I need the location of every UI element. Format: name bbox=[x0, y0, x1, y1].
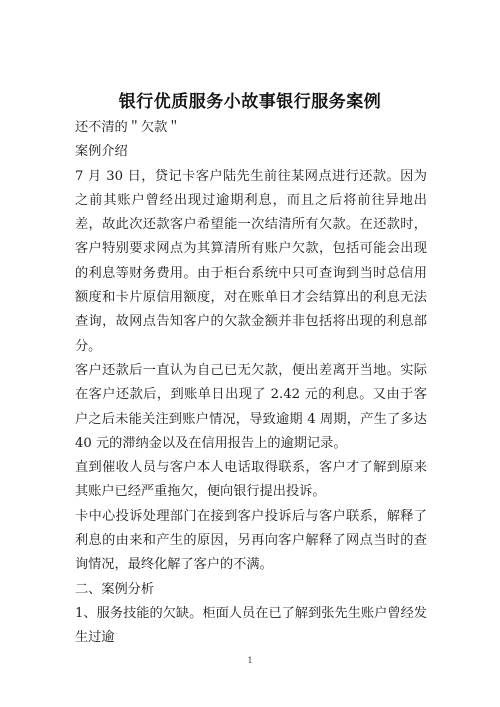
page-number: 1 bbox=[247, 656, 253, 665]
paragraph-repayment: 客户还款后一直认为自己已无欠款，便出差离开当地。实际在客户还款后，到账单日出现了 2.42 元的利息。又由于客户之后未能关注到账户情况，导致逾期 4 周期，产生了多达 40 元的滞纳金以及在信用报告上的逾期记录。 bbox=[75, 362, 427, 451]
paragraph-section-heading: 案例介绍 bbox=[75, 144, 128, 160]
document-title: 银行优质服务小故事银行服务案例 bbox=[118, 92, 382, 112]
paragraph-analysis-point-1: 1、服务技能的欠缺。柜面人员在已了解到张先生账户曾经发生过逾 bbox=[75, 605, 427, 646]
paragraph-case-intro: 7 月 30 日，贷记卡客户陆先生前往某网点进行还款。因为之前其账户曾经出现过逾期利息，而且之后将前往异地出差，故此次还款客户希望能一次结清所有欠款。在还款时，客户特别要求网点为其算清所有账户欠款，包括可能会出现的利息等财务费用。由于柜台系统中只可查询到当时总信用额度和卡片原信用额度，对在账单日才会结算出的利息无法查询，故网点告知客户的欠款金额并非包括将出现的利息部分。 bbox=[75, 168, 427, 354]
paragraph-collection: 直到催收人员与客户本人电话取得联系，客户才了解到原来其账户已经严重拖欠，便向银行提出投诉。 bbox=[75, 460, 427, 500]
paragraph-analysis-heading: 二、案例分析 bbox=[75, 581, 155, 597]
document-body bbox=[75, 116, 427, 651]
paragraph-subtitle: 还不清的＂欠款＂ bbox=[75, 120, 181, 135]
paragraph-complaint-handling: 卡中心投诉处理部门在接到客户投诉后与客户联系，解释了利息的由来和产生的原因，另再向客户解释了网点当时的查询情况，最终化解了客户的不满。 bbox=[75, 508, 427, 573]
